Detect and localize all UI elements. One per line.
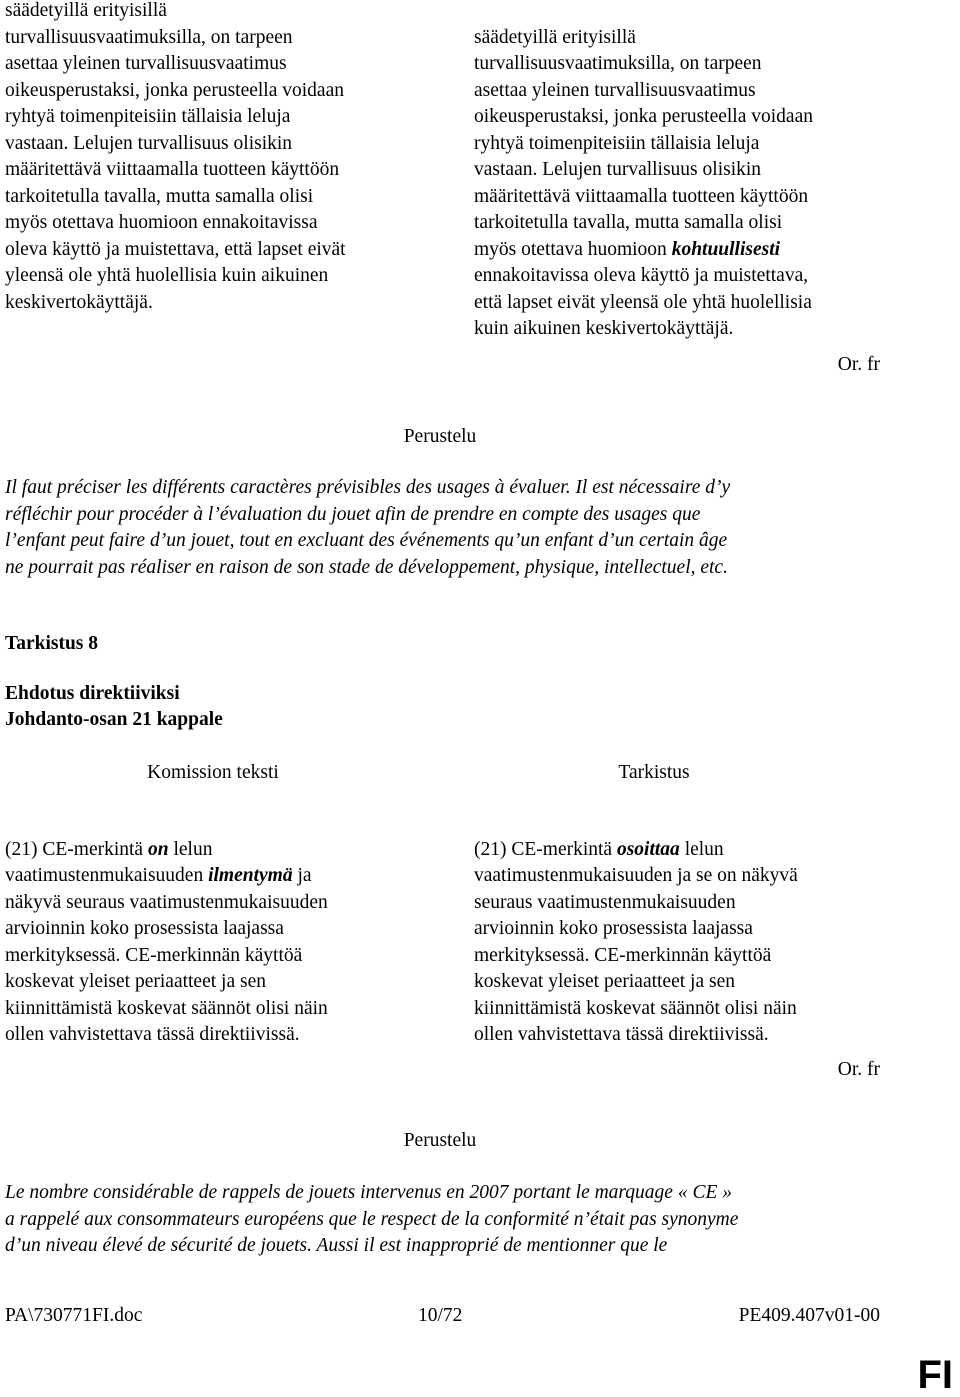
text-line: Il faut préciser les différents caractères prévisibles des usages à évaluer. Il est nécessaire d’y [5,477,731,498]
text-line: määritettävä viittaamalla tuotteen käyttöön [474,185,809,207]
text-line: ollen vahvistettava tässä direktiivissä. [474,1024,769,1045]
text-line: turvallisuusvaatimuksilla, on tarpeen [5,26,293,48]
text-line: määritettävä viittaamalla tuotteen käyttöön [5,159,340,180]
text-line: l’enfant peut faire d’un jouet, tout en excluant des événements qu’un enfant d’un certain âge [5,530,728,551]
text-line: ollen vahvistettava tässä direktiivissä. [5,1024,300,1045]
emphasized-text: kohtuullisesti [671,238,781,260]
top-left-column [5,0,445,316]
top-right-column [474,0,934,369]
text-line: kiinnittämistä koskevat säännöt olisi näin [5,997,328,1019]
text-line: merkityksessä. CE-merkinnän käyttöä [5,944,303,966]
text-line: Le nombre considérable de rappels de jouets intervenus en 2007 portant le marquage « CE » [5,1182,732,1203]
text-line: kuin aikuinen keskivertokäyttäjä. [474,318,734,339]
commission-text-heading: Komission teksti [147,762,279,783]
text-line: oleva käyttö ja muistettava, että lapset eivät [5,238,346,260]
text-line: säädetyillä erityisillä [474,26,636,48]
justification-text [5,1180,905,1260]
text-line: oikeusperustaksi, jonka perusteella voidaan [474,106,813,127]
text-line: vastaan. Lelujen turvallisuus olisikin [474,159,762,180]
text-line: oikeusperustaksi, jonka perusteella voidaan [5,79,344,101]
text-line: asettaa yleinen turvallisuusvaatimus [474,79,756,101]
original-language-note: Or. fr [837,354,880,375]
recital-title: Johdanto-osan 21 kappale [5,709,223,730]
text-line: koskevat yleiset periaatteet ja sen [474,971,735,992]
text-line: d’un niveau élevé de sécurité de jouets. Aussi il est inapproprié de mentionner que le [5,1235,668,1256]
language-mark: FI [917,1353,953,1397]
amendment-title: Tarkistus 8 [5,633,99,654]
text-line: ryhtyä toimenpiteisiin tällaisia leluja [474,132,760,154]
footer-reference: PE409.407v01-00 [738,1305,880,1326]
text-line: tarkoitetulla tavalla, mutta samalla olisi [474,212,783,233]
proposal-title: Ehdotus direktiiviksi [5,683,180,704]
text-line: vastaan. Lelujen turvallisuus olisikin [5,132,293,154]
commission-text-column: (21) CE-merkintä on lelun vaatimustenmukaisuuden ilmentymä ja näkyvä seuraus vaatimustenmukaisuuden arvioinnin koko prosessista laajassa merkityksessä. CE-merkinnän käyttöä koskevat yleiset periaatteet ja sen kiinnittämistä koskevat säännöt olisi näin ollen vahvistettava tässä direktiivissä. [5,810,445,1075]
text-line: ennakoitavissa oleva käyttö ja muistettava, [474,265,809,286]
justification-text [5,475,905,581]
text-line: yleensä ole yhtä huolellisia kuin aikuinen [5,265,329,286]
text-line: seuraus vaatimustenmukaisuuden [474,891,736,913]
text-line: réfléchir pour procéder à l’évaluation du jouet afin de prendre en compte des usages que [5,503,701,525]
amendment-heading: Tarkistus [618,762,690,783]
text-line: vaatimustenmukaisuuden ja se on näkyvä [474,865,798,886]
text-line: keskivertokäyttäjä. [5,291,153,313]
amendment-text-column: (21) CE-merkintä osoittaa lelun vaatimustenmukaisuuden ja se on näkyvä seuraus vaatimustenmukaisuuden arvioinnin koko prosessista laajassa merkityksessä. CE-merkinnän käyttöä koskevat yleiset periaatteet ja sen kiinnittämistä koskevat säännöt olisi näin ollen vahvistettava tässä direktiivissä. [474,810,934,1075]
text-fragment: myös otettava huomioon [474,238,672,260]
text-line: turvallisuusvaatimuksilla, on tarpeen [474,53,762,74]
text-line: arvioinnin koko prosessista laajassa [5,918,284,939]
text-line: kiinnittämistä koskevat säännöt olisi näin [474,997,797,1019]
text-line: arvioinnin koko prosessista laajassa [474,918,753,939]
text-line: a rappelé aux consommateurs européens que le respect de la conformité n’était pas synonyme [5,1208,739,1230]
justification-heading: Perustelu [403,1130,477,1151]
text-line: asettaa yleinen turvallisuusvaatimus [5,53,287,74]
text-line: ryhtyä toimenpiteisiin tällaisia leluja [5,106,291,127]
text-line: säädetyillä erityisillä [5,0,167,21]
text-line: merkityksessä. CE-merkinnän käyttöä [474,944,772,966]
footer-page-number: 10/72 [418,1305,463,1326]
text-line: tarkoitetulla tavalla, mutta samalla olisi [5,185,314,207]
footer-doc-name: PA\730771FI.doc [5,1305,143,1326]
text-line: näkyvä seuraus vaatimustenmukaisuuden [5,891,328,913]
justification-heading: Perustelu [403,426,477,447]
text-line: ne pourrait pas réaliser en raison de son stade de développement, physique, intellectuel, etc. [5,556,728,578]
original-language-note: Or. fr [837,1059,880,1080]
text-line: koskevat yleiset periaatteet ja sen [5,971,266,992]
text-line: myös otettava huomioon ennakoitavissa [5,212,318,233]
text-line: että lapset eivät yleensä ole yhtä huolellisia [474,291,812,313]
